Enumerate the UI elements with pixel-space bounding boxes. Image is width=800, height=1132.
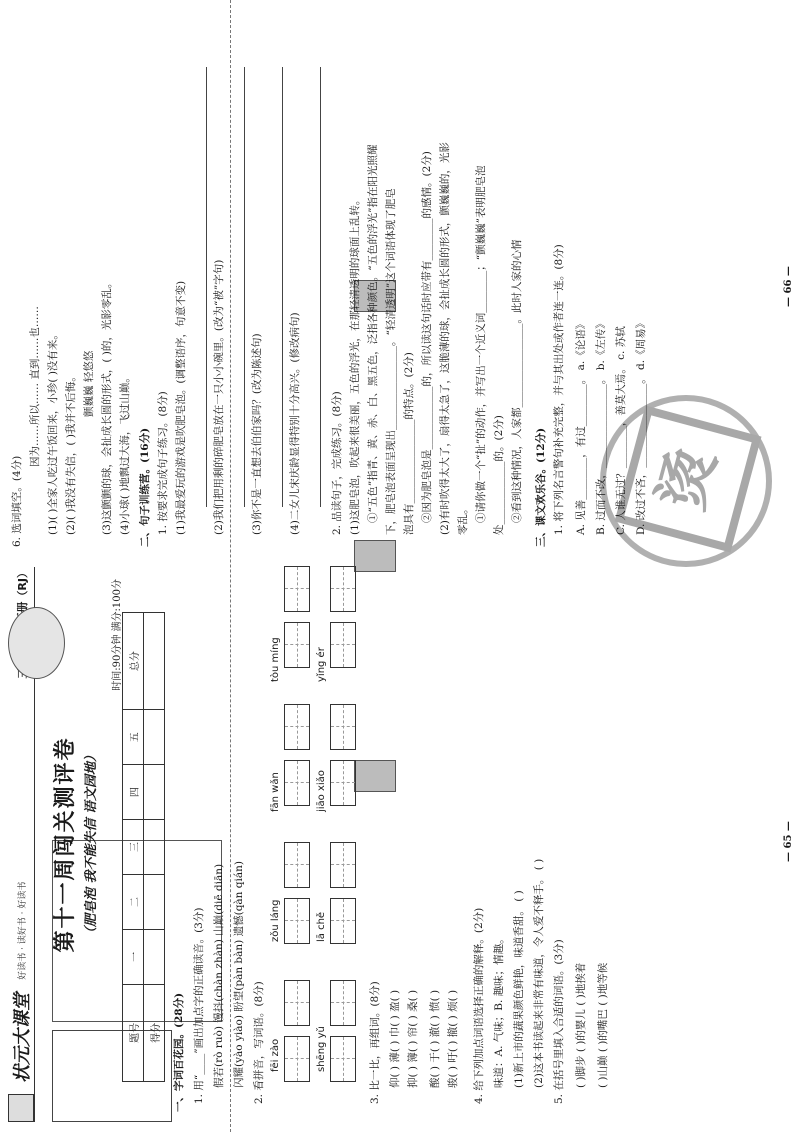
question-3-row: 骏( ) 吁( ) 撤( ) 烦( ) [447, 989, 459, 1088]
pinyin-label: shēng yǔ [316, 1026, 327, 1072]
quote-task: 1. 将下列名言警句补充完整，并与其出处或作者连一连。(8分) [553, 244, 565, 535]
passage-line: ②因为肥皂泡是____________的，所以读这句话时应带有________的感情。(2分) [421, 151, 433, 523]
score-cell: 五 [123, 710, 144, 765]
pinyin-label: zǒu láng [270, 899, 281, 942]
passage-line: 处____________的。(2分) [493, 415, 505, 535]
pinyin-label: fēi zào [270, 1038, 281, 1072]
sentence-task-item: (4)二女儿宋庆龄显得特别十分高兴。(修改病句) [289, 312, 301, 535]
pinyin-label: lā chě [316, 911, 327, 942]
pinyin-label: jiāo xiǎo [316, 770, 327, 812]
writing-box[interactable] [284, 980, 310, 1026]
pinyin-label: fān wǎn [270, 772, 281, 812]
question-5: 5. 在括号里填入合适的词语。(3分) [553, 939, 565, 1104]
question-1-options-b: 闪耀(yào yiào) 盼望(pàn bàn) 遗憾(qàn qián) [233, 861, 245, 1088]
section-3-heading: 三、课文欢乐谷。(12分) [535, 427, 547, 547]
sentence-task-item: (1)我最爱玩的游戏是吹肥皂泡。(调整语序，句意不变) [175, 280, 187, 535]
sentence-task-2: 2. 品读句子，完成练习。(8分) [331, 391, 343, 535]
page-number: — 65 — [783, 821, 794, 862]
brand-slogan: 好读书 · 读好书 · 好读书 [17, 881, 28, 980]
question-5-row: ( )脚步 ( )的婴儿 ( )地挨着 [575, 962, 587, 1088]
pinyin-label: tòu míng [270, 637, 281, 682]
question-3-row: 仰( ) 薄( ) 巾( ) 盈( ) [389, 989, 401, 1088]
question-6-hint: 因为……所以…… 直到……也…… [29, 306, 41, 467]
passage-line: 零乱。 [457, 503, 469, 535]
writing-box[interactable] [284, 566, 310, 612]
writing-box[interactable] [284, 704, 310, 750]
writing-box[interactable] [284, 760, 310, 806]
writing-box[interactable] [284, 622, 310, 668]
question-1-options-a: 假若(rò ruò) 馒抖(chàn zhàn) 山巅(diē diān) [213, 863, 225, 1088]
left-column [0, 567, 800, 1122]
passage-line: 泡具有________________的特点。(2分) [403, 352, 415, 535]
page-subtitle: （肥皂泡 我不能失信 语文园地） [84, 748, 99, 941]
question-6-item: (2)( )我没有失信，( )我并不后悔。 [65, 371, 77, 535]
score-input[interactable] [144, 765, 165, 820]
question-3-row: 酸( ) 于( ) 澈( ) 愤( ) [429, 989, 441, 1088]
sentence-task-item: (3)你不是一直想去伯伯家吗？(改为陈述句) [251, 333, 263, 535]
answer-line[interactable] [282, 67, 283, 507]
passage-line: 下，肥皂泡表面呈现出________________。“轻清透明”这个词语体现了肥皂 [385, 188, 397, 535]
question-6-item: (3)这颤颤的球，会扯成长圆的形式，( )的，光影零乱。 [101, 277, 113, 535]
writing-box[interactable] [330, 898, 356, 944]
quote-item: C. 人谁无过？________，善莫大焉。 c. 苏轼 [615, 326, 627, 535]
writing-box[interactable] [330, 622, 356, 668]
question-3-row: 抑( ) 簿( ) 帘( ) 桑( ) [407, 989, 419, 1088]
stamp-character: 烫 [615, 406, 762, 553]
writing-box[interactable] [284, 898, 310, 944]
score-input[interactable] [144, 820, 165, 875]
writing-box[interactable] [284, 1036, 310, 1082]
score-input[interactable] [144, 710, 165, 765]
writing-box[interactable] [330, 980, 356, 1026]
brand-name: 状元大课堂 [12, 992, 33, 1083]
book-icon [8, 1094, 34, 1122]
question-6-words: 颤巍巍 轻悠悠 [83, 350, 95, 417]
page-title: 第十一周闯关测评卷 [52, 736, 78, 953]
score-input[interactable] [144, 613, 165, 710]
score-cell: 四 [123, 765, 144, 820]
passage-line: (2)有时吹得太大了，扇得太急了，这脆薄的球，会扯成长圆的形式，颤巍巍的，光影 [439, 142, 451, 535]
writing-box[interactable] [330, 704, 356, 750]
passage-line: ①“五色”指青、黄、赤、白、黑五色，泛指各种颜色。“五色的浮光”指在阳光照耀 [367, 144, 379, 523]
header-brand [8, 882, 34, 1122]
passage-line: ②看到这种情况，人家都________________。此时人家的心情 [511, 239, 523, 523]
writing-box[interactable] [330, 566, 356, 612]
question-6-item: (1)( )全家人吃过午饭回来，小珍( )没有来。 [47, 329, 59, 535]
sentence-task-1: 1. 按要求完成句子练习。(8分) [157, 391, 169, 535]
question-3: 3. 比一比，再组词。(8分) [369, 981, 381, 1104]
right-column [0, 7, 800, 547]
question-4-item: (2)这本书读起来非常有味道，令人爱不释手。 ( ) [533, 858, 545, 1088]
passage-line: ①请你做一个“扯”的动作，并写出一个近义词________；“颤巍巍”表明肥皂泡 [475, 165, 487, 523]
time-info: 时间:90分钟 满分:100分 [112, 579, 123, 691]
quote-item: A. 见善________，有过________。 a.《论语》 [575, 318, 587, 535]
score-cell: 总分 [123, 613, 144, 710]
quote-item: D. 改过不吝，________________。 d.《周易》 [635, 317, 647, 535]
answer-line[interactable] [244, 67, 245, 507]
score-input[interactable] [144, 929, 165, 984]
score-cell: 题号 [123, 984, 144, 1081]
question-5-row: ( )山巅 ( )的嘴巴 ( )地等候 [597, 962, 609, 1088]
writing-box[interactable] [330, 842, 356, 888]
score-table [122, 612, 165, 1082]
pinyin-label: yǐng ér [316, 647, 327, 682]
writing-grid-row [330, 566, 356, 1082]
writing-box[interactable] [330, 760, 356, 806]
question-2: 2. 看拼音，写词语。(8分) [253, 981, 265, 1104]
question-6-item: (4)小球( )地飘过大海，飞过山巅。 [119, 372, 131, 535]
question-6: 6. 选词填空。(4分) [11, 455, 23, 547]
writing-box[interactable] [330, 1036, 356, 1082]
passage-line: (1)这肥皂泡，吹起来很美丽，五色的浮光，在那轻清透明的球面上乱转。 [349, 194, 361, 535]
question-4-item: (1)新上市的蔬果颜色鲜艳，味道香甜。 ( ) [513, 890, 525, 1088]
answer-line[interactable] [206, 67, 207, 507]
page-number: — 66 — [783, 266, 794, 307]
answer-line[interactable] [320, 67, 321, 507]
quote-item: B. 过而不改，________________。 b.《左传》 [595, 318, 607, 535]
score-cell: 得分 [144, 984, 165, 1081]
section-2-heading: 二、句子训练营。(16分) [139, 427, 151, 547]
section-1-heading: 一、字词百花园。(28分) [173, 992, 185, 1112]
question-4-options: 味道：A. 气味；B. 趣味；情趣。 [493, 933, 505, 1088]
score-cell: 三 [123, 820, 144, 875]
question-4: 4. 给下列加点词语选择正确的解释。(2分) [473, 907, 485, 1104]
question-1: 1. 用“____”画出加点字的正确读音。(3分) [193, 907, 205, 1104]
score-cell: 二 [123, 874, 144, 929]
score-input[interactable] [144, 874, 165, 929]
writing-box[interactable] [284, 842, 310, 888]
score-cell: 一 [123, 929, 144, 984]
sentence-task-item: (2)我们把用剩的碎肥皂放在一只小小碗里。(改为“被”字句) [213, 259, 225, 535]
writing-grid-row [284, 566, 310, 1082]
